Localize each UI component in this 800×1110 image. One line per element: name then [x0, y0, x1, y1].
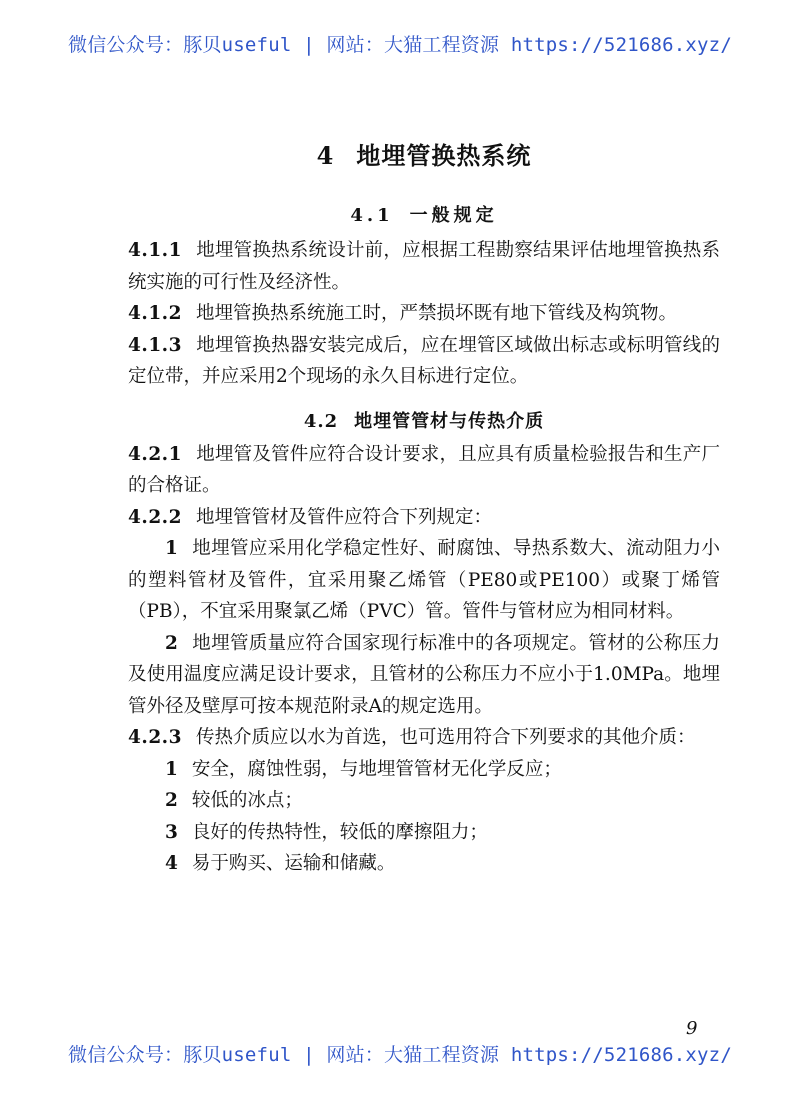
- item-text: 地埋管应采用化学稳定性好、耐腐蚀、导热系数大、流动阻力小的塑料管材及管件，宜采用聚乙烯管（PE80或PE100）或聚丁烯管（PB），不宜采用聚氯乙烯（PVC）管。管件与管材应为相同材料。: [128, 538, 720, 622]
- item-text: 安全，腐蚀性弱，与地埋管管材无化学反应；: [191, 758, 562, 780]
- chapter-number: 4: [316, 141, 335, 170]
- clause-4-2-2-item-1: [128, 533, 720, 628]
- clause-4-1-2: [128, 298, 720, 330]
- item-text: 良好的传热特性，较低的摩擦阻力；: [191, 821, 488, 843]
- page-content: [128, 128, 720, 880]
- clause-text: 地埋管管材及管件应符合下列规定：: [196, 506, 493, 528]
- clause-number: 4.1.1: [128, 240, 182, 261]
- watermark-bottom: 微信公众号：豚贝useful | 网站：大猫工程资源 https://521686.xyz/: [68, 1044, 732, 1066]
- section-title: 一般规定: [409, 205, 498, 226]
- clause-4-2-3-item-3: [128, 817, 720, 849]
- clause-4-2-2: [128, 502, 720, 534]
- item-number: 1: [165, 538, 178, 559]
- clause-4-2-3-item-1: [128, 754, 720, 786]
- clause-4-2-3-item-4: [128, 848, 720, 880]
- clause-number: 4.2.2: [128, 506, 182, 528]
- clause-text: 地埋管及管件应符合设计要求，且应具有质量检验报告和生产厂的合格证。: [128, 443, 720, 496]
- chapter-title: 地埋管换热系统: [356, 141, 532, 170]
- clause-text: 地埋管换热系统设计前，应根据工程勘察结果评估地埋管换热系统实施的可行性及经济性。: [128, 240, 720, 293]
- section-number: 4.2: [303, 410, 339, 432]
- chapter-heading: [128, 136, 720, 171]
- item-number: 4: [165, 853, 178, 874]
- clause-4-2-2-item-2: [128, 628, 720, 723]
- item-text: 易于购买、运输和储藏。: [191, 853, 396, 874]
- clause-4-1-3: [128, 330, 720, 393]
- clause-number: 4.2.1: [128, 443, 182, 465]
- clause-number: 4.1.3: [128, 334, 182, 356]
- page-number: 9: [686, 1018, 698, 1039]
- clause-text: 地埋管换热系统施工时，严禁损坏既有地下管线及构筑物。: [196, 303, 678, 324]
- section-number: 4.1: [350, 205, 394, 226]
- section-title: 地埋管管材与传热介质: [354, 410, 545, 432]
- item-text: 地埋管质量应符合国家现行标准中的各项规定。管材的公称压力及使用温度应满足设计要求，且管材的公称压力不应小于1.0MPa。地埋管外径及壁厚可按本规范附录A的规定选用。: [128, 632, 720, 717]
- clause-4-1-1: [128, 235, 720, 298]
- item-number: 2: [165, 790, 178, 811]
- section-heading-4-1: [128, 201, 720, 227]
- item-number: 3: [165, 821, 178, 843]
- section-heading-4-2: [128, 407, 720, 433]
- clause-4-2-3: [128, 722, 720, 754]
- clause-text: 地埋管换热器安装完成后，应在埋管区域做出标志或标明管线的定位带，并应采用2个现场的永久目标进行定位。: [128, 334, 720, 387]
- item-number: 1: [165, 758, 178, 780]
- clause-number: 4.2.3: [128, 727, 182, 748]
- clause-text: 传热介质应以水为首选，也可选用符合下列要求的其他介质：: [196, 727, 696, 748]
- clause-number: 4.1.2: [128, 303, 182, 324]
- item-number: 2: [165, 632, 178, 654]
- watermark-top: 微信公众号：豚贝useful | 网站：大猫工程资源 https://521686.xyz/: [68, 34, 732, 56]
- item-text: 较低的冰点；: [191, 790, 303, 811]
- clause-4-2-1: [128, 439, 720, 502]
- clause-4-2-3-item-2: [128, 785, 720, 817]
